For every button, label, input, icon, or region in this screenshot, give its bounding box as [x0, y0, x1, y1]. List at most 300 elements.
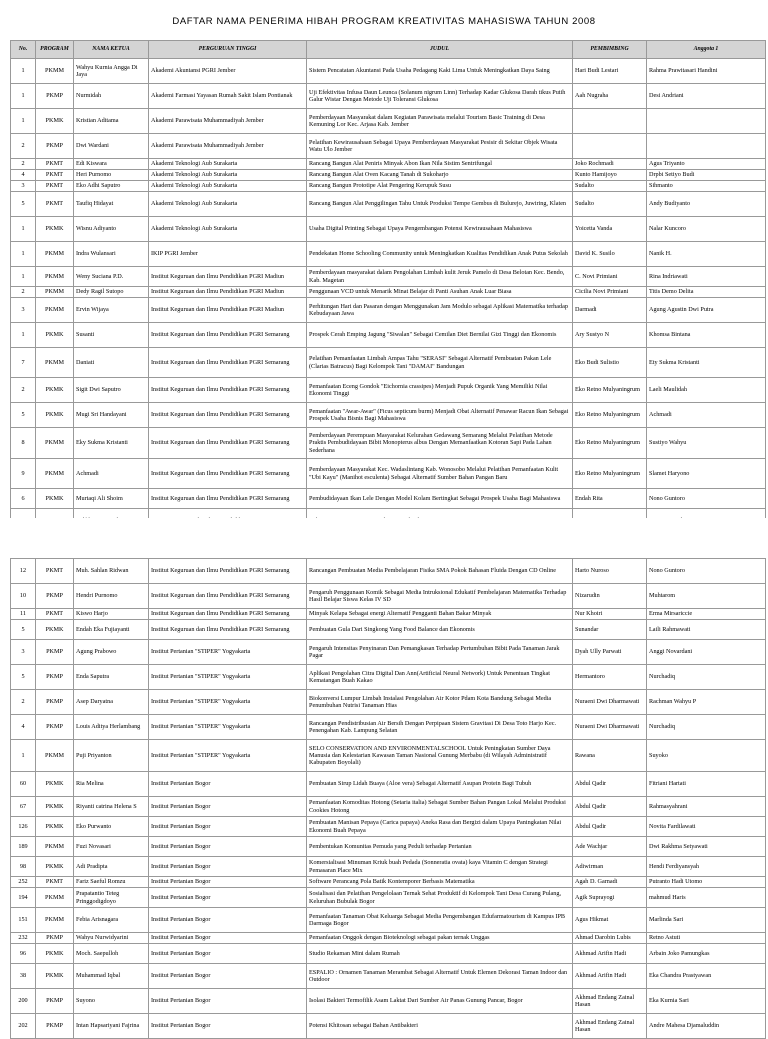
cell-program: PKMK: [36, 797, 74, 817]
cell-program: PKMP: [36, 84, 74, 109]
cell-anggota: Eka Chandra Prastyawan: [647, 964, 766, 989]
cell-perguruan-tinggi: Institut Keguruan dan Ilmu Pendidikan PGRI Semarang: [149, 428, 307, 459]
cell-ketua: Wahyu Nurwidyarini: [74, 933, 149, 944]
column-header-pembimbing: PEMBIMBING: [573, 41, 647, 59]
table-row: [11, 989, 766, 1014]
cell-no: 1: [11, 267, 36, 287]
cell-program: PKMT: [36, 192, 74, 217]
cell-anggota: Laili Rahmawati: [647, 620, 766, 640]
cell-judul: ESPALIO : Ornamen Tanaman Merambat Sebagai Alternatif Untuk Elemen Dekorasi Taman Indoor dan Outdoor: [307, 964, 573, 989]
table-header-row: [11, 41, 766, 59]
cell-program: PKMK: [36, 109, 74, 134]
table-row: [11, 298, 766, 323]
cell-anggota: Marlinda Sari: [647, 908, 766, 933]
cell-judul: Studio Rekaman Mini dalam Rumah: [307, 944, 573, 964]
cell-anggota: Nurchadiq: [647, 665, 766, 690]
cell-program: PKMK: [36, 489, 74, 509]
cell-program: PKMK: [36, 772, 74, 797]
table-row: [11, 559, 766, 584]
cell-perguruan-tinggi: Institut Pertanian Bogor: [149, 964, 307, 989]
cell-program: PKMK: [36, 217, 74, 242]
cell-no: 1: [11, 59, 36, 84]
cell-pembimbing: Hari Budi Lestari: [573, 59, 647, 84]
cell-program: PKMK: [36, 620, 74, 640]
cell-judul: Sosialisasi dan Pelatihan Pengelolaan Ternak Sehat Produktif di Kelompok Tani Desa Curang Pulang, Keluruhan Bubulak Bogor: [307, 888, 573, 908]
cell-no: 96: [11, 944, 36, 964]
cell-anggota: Rina Indriawati: [647, 267, 766, 287]
cell-program: PKMK: [36, 378, 74, 403]
cell-program: PKMP: [36, 1014, 74, 1039]
cell-perguruan-tinggi: Institut Pertanian Bogor: [149, 797, 307, 817]
table-row: [11, 181, 766, 192]
cell-program: PKMP: [36, 690, 74, 715]
cell-judul: Pelatihan Kewirausahaan Sebagai Upaya Pemberdayaan Masyarakat Pesisir di Sekitar Objek Wisata Watu Ulo Jember: [307, 134, 573, 159]
cell-judul: Rancangan Pendistribusian Air Bersih Dengan Perpipaan Sistem Gravitasi Di Desa Toto Harjo Kec. Penengahan Kab. Lampung Selatan: [307, 715, 573, 740]
cell-perguruan-tinggi: IKIP PGRI Jember: [149, 242, 307, 267]
cell-no: 1: [11, 242, 36, 267]
cell-perguruan-tinggi: Institut Keguruan dan Ilmu Pendidikan PGRI Semarang: [149, 348, 307, 378]
cell-no: 189: [11, 837, 36, 857]
cell-perguruan-tinggi: Institut Pertanian Bogor: [149, 944, 307, 964]
table-row: [11, 403, 766, 428]
cell-anggota: Dwi Rakhma Setyawati: [647, 837, 766, 857]
cell-pembimbing: Nizarudin: [573, 584, 647, 609]
cell-judul: Pengaruh Penggunaan Komik Sebagai Media Intruksional Edukatif Pembelajaran Matematika Terhadap Hasil Belajar Siswa Kelas IV SD: [307, 584, 573, 609]
cell-perguruan-tinggi: Akademi Teknologi Aub Surakarta: [149, 192, 307, 217]
table-row: [11, 489, 766, 509]
cell-perguruan-tinggi: Institut Pertanian "STIPER" Yogyakarta: [149, 665, 307, 690]
cell-no: 202: [11, 1014, 36, 1039]
cell-perguruan-tinggi: Institut Pertanian "STIPER" Yogyakarta: [149, 690, 307, 715]
cell-program: PKMM: [36, 740, 74, 772]
cell-no: 12: [11, 559, 36, 584]
cell-program: PKMM: [36, 837, 74, 857]
cell-pembimbing: Abdul Qadir: [573, 817, 647, 837]
table-row: [11, 877, 766, 888]
cell-pembimbing: Nuraeni Dwi Dharmawati: [573, 715, 647, 740]
cell-pembimbing: Aah Nugraha: [573, 84, 647, 109]
cell-anggota: [647, 109, 766, 134]
cell-program: PKMK: [36, 323, 74, 348]
cell-pembimbing: C. Novi Primiani: [573, 267, 647, 287]
cell-judul: Pengaruh Intensitas Penyinaran Dan Pemangkasan Terhadap Pertumbuhan Bibit Pada Tanaman Jarak Pagar: [307, 640, 573, 665]
cell-program: PKMT: [36, 877, 74, 888]
cell-judul: Prospek Cerah Emping Jagung "Siwalan" Sebagai Cemilan Diet Bernilai Gizi Tinggi dan Ekonomis: [307, 323, 573, 348]
cell-perguruan-tinggi: Institut Pertanian Bogor: [149, 908, 307, 933]
cell-pembimbing: Eko Retno Mulyaningrum: [573, 403, 647, 428]
cell-no: 3: [11, 298, 36, 323]
cell-program: PKMM: [36, 428, 74, 459]
table-row: [11, 772, 766, 797]
cell-ketua: Mugi Sri Handayani: [74, 403, 149, 428]
cell-program: PKMK: [36, 944, 74, 964]
cell-judul: Pemanfaatan Eceng Gondok "Eichornia crassipes) Menjadi Pupuk Organik Yang Memiliki Nilai Ekonomi Tinggi: [307, 378, 573, 403]
table-row: [11, 217, 766, 242]
cell-pembimbing: [573, 109, 647, 134]
cell-judul: Sistem Pencatatan Akuntansi Pada Usaha Pedagang Kaki Lima Untuk Meningkatkan Daya Saing: [307, 59, 573, 84]
cell-pembimbing: Agus Hikmat: [573, 908, 647, 933]
cell-ketua: Muh. Sahlan Ridwan: [74, 559, 149, 584]
cell-judul: Pembuatan Sirup Lidah Buaya (Aloe vera) Sebagai Alternatif Asupan Protein Bagi Tubuh: [307, 772, 573, 797]
cell-perguruan-tinggi: Institut Pertanian "STIPER" Yogyakarta: [149, 715, 307, 740]
table-row: [11, 817, 766, 837]
cell-pembimbing: Akhmad Arifin Hadi: [573, 964, 647, 989]
table-row: [11, 170, 766, 181]
cell-pembimbing: Nur Khoiri: [573, 609, 647, 620]
column-header-anggota: Anggota 1: [647, 41, 766, 59]
cell-anggota: mahmud Haris: [647, 888, 766, 908]
table-row: [11, 715, 766, 740]
table-row: [11, 665, 766, 690]
cell-judul: Pemanfaatan "Awar-Awar" (Ficus septicum burm) Menjadi Obat Alternatif Penawar Racun Ikan Sebagai Prospek Usaha Bisnis Bagi Mahasiswa: [307, 403, 573, 428]
cell-program: PKMP: [36, 989, 74, 1014]
cell-program: PKMM: [36, 242, 74, 267]
document-title: DAFTAR NAMA PENERIMA HIBAH PROGRAM KREATIVITAS MAHASISWA TAHUN 2008: [172, 16, 596, 27]
cell-anggota: Rachman Wahyu P: [647, 690, 766, 715]
cell-perguruan-tinggi: Akademi Teknologi Aub Surakarta: [149, 217, 307, 242]
cell-judul: Pemanfaatan Komoditas Hotong (Setaria italia) Sebagai Sumber Bahan Pangan Lokal Melalui Produksi Cookies Hotong: [307, 797, 573, 817]
cell-judul: Pemberdayaan masyarakat dalam Pengolahan Limbah kulit Jeruk Pamelo di Desa Belotan Kec. Bendo, Kab. Magetan: [307, 267, 573, 287]
cell-anggota: Achmadi: [647, 403, 766, 428]
cell-program: PKMT: [36, 170, 74, 181]
cell-anggota: Nono Guntoro: [647, 489, 766, 509]
cell-perguruan-tinggi: Institut Keguruan dan Ilmu Pendidikan PGRI Semarang: [149, 609, 307, 620]
cell-program: PKMK: [36, 403, 74, 428]
cell-program: PKMP: [36, 134, 74, 159]
cell-no: 5: [11, 620, 36, 640]
cell-no: 252: [11, 877, 36, 888]
cell-pembimbing: Eko Budi Sulistio: [573, 348, 647, 378]
cell-anggota: Slamet Haryono: [647, 459, 766, 489]
cell-anggota: Agung Agustin Dwi Putra: [647, 298, 766, 323]
cell-ketua: Prapatantio Teteg Pringgodigdoyo: [74, 888, 149, 908]
table-row: [11, 857, 766, 877]
cell-judul: Uji Efektivitas Infusa Daun Leunca (Solanum nigrum Linn) Terhadap Kadar Glukosa Darah tikus Putih Galur Wistar Dengan Metode Uji Toleransi Glukosa: [307, 84, 573, 109]
cell-ketua: Sigit Dwi Saputro: [74, 378, 149, 403]
cell-no: 6: [11, 489, 36, 509]
cell-anggota: Novita Fardilawati: [647, 817, 766, 837]
cell-perguruan-tinggi: Institut Pertanian "STIPER" Yogyakarta: [149, 740, 307, 772]
cell-anggota: Nalar Kuncoro: [647, 217, 766, 242]
cell-program: PKMM: [36, 267, 74, 287]
cell-perguruan-tinggi: Akademi Farmasi Yayasan Rumah Sakit Islam Pontianak: [149, 84, 307, 109]
table-row: [11, 740, 766, 772]
cell-no: 2: [11, 287, 36, 298]
table-row: [11, 584, 766, 609]
cell-anggota: Muhtarom: [647, 584, 766, 609]
cell-anggota: Titis Demo Delita: [647, 287, 766, 298]
cell-anggota: [647, 134, 766, 159]
cell-no: 38: [11, 964, 36, 989]
cell-no: 5: [11, 665, 36, 690]
cell-perguruan-tinggi: Institut Pertanian Bogor: [149, 857, 307, 877]
cell-pembimbing: Eko Retno Mulyaningrum: [573, 459, 647, 489]
cell-anggota: Andy Budiyanto: [647, 192, 766, 217]
table-row: [11, 837, 766, 857]
cell-ketua: Murtaqi Ali Shoim: [74, 489, 149, 509]
cell-no: 67: [11, 797, 36, 817]
cell-judul: Pemberdayaan Masyarakat Kec. Wadaslintang Kab. Wonosobo Melalui Pelatihan Pemanfaatan Kulit "Ubi Kayu" (Manihot esculenta) Sebagai Alternatif Sumber Bahan Pangan Baru: [307, 459, 573, 489]
cell-ketua: Agung Prabowo: [74, 640, 149, 665]
table-row: [11, 690, 766, 715]
column-header-ketua: NAMA KETUA: [74, 41, 149, 59]
cell-ketua: Ervin Wijaya: [74, 298, 149, 323]
table-row: [11, 888, 766, 908]
table-row: [11, 242, 766, 267]
cell-program: PKMP: [36, 933, 74, 944]
cell-ketua: Nurmidah: [74, 84, 149, 109]
cell-pembimbing: Eko Retno Mulyaningrum: [573, 428, 647, 459]
cell-no: 3: [11, 640, 36, 665]
cell-no: 200: [11, 989, 36, 1014]
cell-ketua: Enda Saputra: [74, 665, 149, 690]
table-row: [11, 159, 766, 170]
cell-program: PKMM: [36, 287, 74, 298]
cell-program: PKMM: [36, 348, 74, 378]
cell-program: PKMM: [36, 888, 74, 908]
cell-perguruan-tinggi: Institut Keguruan dan Ilmu Pendidikan PGRI Semarang: [149, 378, 307, 403]
cell-program: PKMP: [36, 640, 74, 665]
cell-no: 1: [11, 109, 36, 134]
cell-no: 2: [11, 159, 36, 170]
cell-no: 10: [11, 584, 36, 609]
cell-judul: Pembuatan Manisan Pepaya (Carica papaya) Aneka Rasa dan Bergizi dalam Upaya Paningkatan Nilai Ekonomi Buah Pepaya: [307, 817, 573, 837]
cell-ketua: Fariz Saeful Romzu: [74, 877, 149, 888]
table-row: [11, 134, 766, 159]
cell-pembimbing: Eko Retno Mulyaningrum: [573, 378, 647, 403]
cell-perguruan-tinggi: Akademi Parawisata Muhammadiyah Jember: [149, 134, 307, 159]
cell-perguruan-tinggi: Institut Pertanian Bogor: [149, 837, 307, 857]
cell-judul: Minyak Kelapa Sebagai energi Alternatif Pengganti Bahan Bakar Minyak: [307, 609, 573, 620]
cell-ketua: Muhammad Iqbal: [74, 964, 149, 989]
cell-pembimbing: Ahmad Darobin Lubis: [573, 933, 647, 944]
cell-perguruan-tinggi: Akademi Akuntansi PGRI Jember: [149, 59, 307, 84]
cell-no: 232: [11, 933, 36, 944]
cell-judul: Rancangan Pembuatan Media Pembelajaran Fisika SMA Pokok Bahasan Fluida Dengan CD Online: [307, 559, 573, 584]
cell-ketua: Eko Adhi Saputro: [74, 181, 149, 192]
cell-pembimbing: Akhmad Endang Zainal Hasan: [573, 989, 647, 1014]
cell-pembimbing: Abdul Qadir: [573, 797, 647, 817]
cell-program: PKMM: [36, 908, 74, 933]
cell-anggota: Andre Mahesa Djamaluddin: [647, 1014, 766, 1039]
cell-pembimbing: Sudalto: [573, 192, 647, 217]
table-row: [11, 620, 766, 640]
table-row: [11, 964, 766, 989]
cell-ketua: Febia Arisnagara: [74, 908, 149, 933]
cell-anggota: Nanik H.: [647, 242, 766, 267]
cell-no: 8: [11, 428, 36, 459]
cell-no: 1: [11, 217, 36, 242]
cell-perguruan-tinggi: Institut Keguruan dan Ilmu Pendidikan PGRI Semarang: [149, 403, 307, 428]
cell-ketua: Endah Eka Fujiayanti: [74, 620, 149, 640]
cell-pembimbing: Endah Rita: [573, 489, 647, 509]
cell-judul: Komersialisasi Minuman Kriuk buah Pedada (Sonneratia ovata) kaya Vitamin C dengan Strategi Pemasaran Place Mix: [307, 857, 573, 877]
cell-ketua: Puji Priyanton: [74, 740, 149, 772]
cell-pembimbing: Sunandar: [573, 620, 647, 640]
cell-ketua: Ria Melina: [74, 772, 149, 797]
cell-anggota: Fitriani Hartati: [647, 772, 766, 797]
cell-anggota: Ety Sukma Kristanti: [647, 348, 766, 378]
cell-judul: Aplikasi Pengolahan Citra Digital Dan Ann(Artificial Neural Network) Untuk Penentuan Tingkat Kematangan Buah Kakao: [307, 665, 573, 690]
cell-anggota: Erma Mirsariccie: [647, 609, 766, 620]
cell-anggota: Agus Triyanto: [647, 159, 766, 170]
column-header-program: PROGRAM: [36, 41, 74, 59]
cell-perguruan-tinggi: Institut Keguruan dan Ilmu Pendidikan PGRI Semarang: [149, 459, 307, 489]
cell-pembimbing: Cicilia Novi Primiani: [573, 287, 647, 298]
cell-no: 1: [11, 323, 36, 348]
cell-anggota: Rahmasyahrani: [647, 797, 766, 817]
cell-no: 9: [11, 459, 36, 489]
cell-ketua: Intan Hapsariyani Fajrina: [74, 1014, 149, 1039]
cell-ketua: Dedy Ragil Sutopo: [74, 287, 149, 298]
table-row: [11, 192, 766, 217]
cell-no: 98: [11, 857, 36, 877]
cell-pembimbing: Harto Nuroso: [573, 559, 647, 584]
cell-perguruan-tinggi: Akademi Teknologi Aub Surakarta: [149, 170, 307, 181]
column-header-judul: JUDUL: [307, 41, 573, 59]
cell-ketua: Eky Sukma Kristanti: [74, 428, 149, 459]
cell-ketua: Riyanti catrina Helena S: [74, 797, 149, 817]
table-row: [11, 323, 766, 348]
cell-no: 1: [11, 740, 36, 772]
cell-ketua: Heri Purnomo: [74, 170, 149, 181]
cell-no: 5: [11, 192, 36, 217]
cell-pembimbing: Nuraeni Dwi Dharmawati: [573, 690, 647, 715]
cell-perguruan-tinggi: Institut Keguruan dan Ilmu Pendidikan PGRI Madiun: [149, 287, 307, 298]
cell-no: 194: [11, 888, 36, 908]
cell-anggota: Hendi Ferdiyansyah: [647, 857, 766, 877]
cell-no: 2: [11, 134, 36, 159]
cell-ketua: Daniati: [74, 348, 149, 378]
cell-pembimbing: Darmadi: [573, 298, 647, 323]
table-row: [11, 287, 766, 298]
cell-anggota: Putranto Hadi Utomo: [647, 877, 766, 888]
cell-perguruan-tinggi: Institut Pertanian Bogor: [149, 877, 307, 888]
cell-judul: Software Perancang Pola Batik Kontemporer Berbasis Matematika: [307, 877, 573, 888]
cell-judul: SELO CONSERVATION AND ENVIRONMENTALSCHOOL Untuk Peningkatan Sumber Daya Manusia dan Kelestarian Kawasan Taman Nasional Gunung Merbabu (di Wilayah Administratif Kabupaten Boyolali): [307, 740, 573, 772]
cell-anggota: Nono Guntoro: [647, 559, 766, 584]
cell-no: 2: [11, 378, 36, 403]
cell-pembimbing: [573, 134, 647, 159]
cell-ketua: Edi Kiswara: [74, 159, 149, 170]
cell-judul: Biokonversi Lumpur Limbah Instalasi Pengolahan Air Kotor Pdam Kota Bandung Sebagai Media Penumbuhan Nutrisi Tanaman Hias: [307, 690, 573, 715]
table-row: [11, 59, 766, 84]
cell-program: PKMK: [36, 964, 74, 989]
cell-no: 11: [11, 609, 36, 620]
cell-pembimbing: Ary Sustyo N: [573, 323, 647, 348]
table-row: [11, 640, 766, 665]
page-gap: [0, 518, 768, 558]
cell-pembimbing: Kunto Hamijoyo: [573, 170, 647, 181]
table-row: [11, 944, 766, 964]
cell-anggota: Arbain Joko Pamungkas: [647, 944, 766, 964]
cell-program: PKMT: [36, 559, 74, 584]
cell-judul: Rancang Bangun Alat Oven Kacang Tanah di Sukoharjo: [307, 170, 573, 181]
table-row: [11, 428, 766, 459]
cell-ketua: Indra Wulansari: [74, 242, 149, 267]
cell-perguruan-tinggi: Institut Pertanian Bogor: [149, 989, 307, 1014]
cell-judul: Rancang Bangun Prototipe Alat Pengering Kerupuk Susu: [307, 181, 573, 192]
cell-anggota: Suyoko: [647, 740, 766, 772]
cell-pembimbing: Akhmad Arifin Hadi: [573, 944, 647, 964]
cell-judul: Usaha Digital Printing Sebagai Upaya Pengembangan Potensi Kewirausahaan Mahasiswa: [307, 217, 573, 242]
cell-program: PKMT: [36, 159, 74, 170]
table-row: [11, 378, 766, 403]
cell-anggota: Retno Astuti: [647, 933, 766, 944]
cell-program: PKMP: [36, 584, 74, 609]
table-row: [11, 933, 766, 944]
cell-perguruan-tinggi: Institut Pertanian Bogor: [149, 1014, 307, 1039]
cell-judul: Potensi Khitosan sebagai Bahan Antibakteri: [307, 1014, 573, 1039]
cell-ketua: Kristian Aditama: [74, 109, 149, 134]
cell-program: PKMP: [36, 715, 74, 740]
cell-anggota: Nurchadiq: [647, 715, 766, 740]
cell-ketua: Fuzi Novasari: [74, 837, 149, 857]
cell-ketua: Wisnu Adiyanto: [74, 217, 149, 242]
cell-anggota: Desi Andriani: [647, 84, 766, 109]
cell-anggota: Rahma Prawitasari Handini: [647, 59, 766, 84]
table-row: [11, 348, 766, 378]
cell-judul: Pendekatan Home Schooling Community untuk Meningkatkan Kualitas Pendidikan Anak Putus Sekolah: [307, 242, 573, 267]
cell-ketua: Eko Purwanto: [74, 817, 149, 837]
cell-perguruan-tinggi: Institut Keguruan dan Ilmu Pendidikan PGRI Semarang: [149, 559, 307, 584]
cell-no: 2: [11, 690, 36, 715]
table-row: [11, 109, 766, 134]
cell-program: PKMM: [36, 59, 74, 84]
cell-pembimbing: Dyah Ully Parwati: [573, 640, 647, 665]
table-row: [11, 267, 766, 287]
cell-perguruan-tinggi: Akademi Teknologi Aub Surakarta: [149, 181, 307, 192]
cell-judul: Penggunaan VCD untuk Menarik Minat Belajar di Panti Asuhan Anak Luar Biasa: [307, 287, 573, 298]
cell-pembimbing: Yoicetta Vanda: [573, 217, 647, 242]
recipients-table-top: [10, 40, 766, 534]
cell-pembimbing: Joko Rochmadi: [573, 159, 647, 170]
cell-ketua: Asep Daryatna: [74, 690, 149, 715]
cell-pembimbing: Sudalto: [573, 181, 647, 192]
cell-anggota: Khomsa Bintana: [647, 323, 766, 348]
cell-ketua: Moch. Saepulloh: [74, 944, 149, 964]
table-row: [11, 84, 766, 109]
cell-program: PKMK: [36, 817, 74, 837]
cell-judul: Rancang Bangun Alat Peniris Minyak Abon Ikan Nila Sistim Sentrifungal: [307, 159, 573, 170]
cell-anggota: Sustiyo Wahyu: [647, 428, 766, 459]
cell-pembimbing: Abdul Qadir: [573, 772, 647, 797]
cell-judul: Pemanfaatan Tanaman Obat Keluarga Sebagai Media Pengembangan Edufarmatourism di Kampus IPB Darmaga Bogor: [307, 908, 573, 933]
cell-anggota: Drpbi Setiyo Budi: [647, 170, 766, 181]
cell-judul: Pelatihan Pemanfaatan Limbah Ampas Tahu "SERASI" Sebagai Alternatif Pembuatan Pakan Lele (Clarias Batracus) Bagi Kelompok Tani "DAMAI" Bandungan: [307, 348, 573, 378]
cell-perguruan-tinggi: Akademi Teknologi Aub Surakarta: [149, 159, 307, 170]
column-header-no: No.: [11, 41, 36, 59]
cell-anggota: Sihmanto: [647, 181, 766, 192]
cell-no: 5: [11, 403, 36, 428]
cell-pembimbing: Agah D. Garnadi: [573, 877, 647, 888]
cell-no: 126: [11, 817, 36, 837]
table-row: [11, 797, 766, 817]
cell-judul: Pembuatan Gula Dari Singkong Yang Food Balance dan Ekonomis: [307, 620, 573, 640]
cell-judul: Perhitungan Hari dan Pasaran dengan Menggunakan Jam Modulo sebagai Aplikasi Matematika terhadap Kebudayaan Jawa: [307, 298, 573, 323]
cell-anggota: Anggi Novardani: [647, 640, 766, 665]
cell-ketua: Hendri Purnomo: [74, 584, 149, 609]
cell-perguruan-tinggi: Institut Keguruan dan Ilmu Pendidikan PGRI Semarang: [149, 323, 307, 348]
cell-no: 151: [11, 908, 36, 933]
cell-no: 4: [11, 715, 36, 740]
cell-judul: Pembudidayaan Ikan Lele Dengan Model Kolam Bertingkat Sebagai Prospek Usaha Bagi Mahasiswa: [307, 489, 573, 509]
cell-pembimbing: Ade Wachjar: [573, 837, 647, 857]
cell-anggota: Eka Kurnia Sari: [647, 989, 766, 1014]
column-header-perguruan-tinggi: PERGURUAN TINGGI: [149, 41, 307, 59]
cell-pembimbing: Akhmad Endang Zainal Hasan: [573, 1014, 647, 1039]
cell-no: 60: [11, 772, 36, 797]
